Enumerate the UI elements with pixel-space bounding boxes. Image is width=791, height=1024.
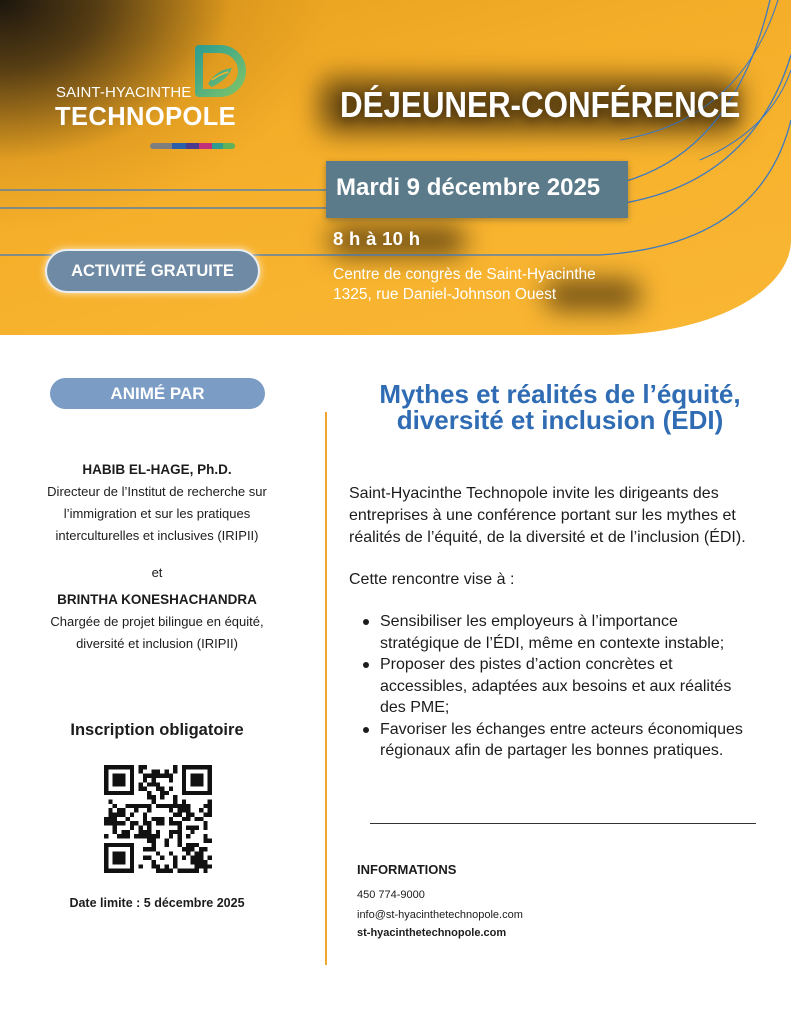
contact-website[interactable]: st-hyacinthetechnopole.com (357, 927, 507, 939)
logo-color-bar (150, 143, 235, 149)
host1-role-line: l’immigration et sur les pratiques (63, 506, 251, 521)
conference-title-line: diversité et inclusion (ÉDI) (396, 405, 724, 435)
list-item (362, 654, 752, 719)
host1-name: HABIB EL-HAGE, Ph.D. (82, 462, 232, 477)
event-title: DÉJEUNER-CONFÉRENCE (340, 84, 741, 125)
contact-phone: 450 774-9000 (357, 889, 425, 901)
event-date: Mardi 9 décembre 2025 (336, 174, 601, 201)
host-separator: et (151, 565, 163, 580)
contact-divider (370, 823, 756, 824)
list-item-text: Sensibiliser les employeurs à l’importance stratégique de l’ÉDI, même en contexte instable; (380, 613, 725, 652)
venue-name: Centre de congrès de Saint-Hyacinthe (333, 266, 596, 283)
event-time: 8 h à 10 h (333, 228, 421, 249)
contact-heading: INFORMATIONS (357, 862, 457, 877)
contact-email[interactable]: info@st-hyacinthetechnopole.com (357, 909, 523, 921)
host1-role (28, 481, 286, 547)
technopole-d-logo-icon (194, 44, 248, 98)
registration-deadline: Date limite : 5 décembre 2025 (69, 896, 245, 910)
conference-title (340, 381, 780, 433)
bullet-icon (363, 727, 369, 733)
date-box (326, 161, 628, 218)
objectives-list (362, 611, 757, 762)
header-banner (0, 0, 791, 335)
qr-code (104, 765, 212, 873)
logo-line-2: TECHNOPOLE (55, 103, 237, 131)
column-divider (325, 412, 327, 965)
host1-role-line: Directeur de l’Institut de recherche sur (47, 484, 267, 499)
bullet-icon (363, 619, 369, 625)
logo-line-1: SAINT-HYACINTHE (56, 84, 192, 101)
host2-role-line: Chargée de projet bilingue en équité, (50, 614, 264, 629)
registration-heading: Inscription obligatoire (70, 721, 244, 739)
hosts-heading: ANIMÉ PAR (110, 383, 205, 403)
objectives-lead: Cette rencontre vise à : (349, 571, 515, 588)
list-item (362, 719, 752, 762)
list-item-text: Favoriser les échanges entre acteurs économiques régionaux afin de partager les bonnes pratiques. (380, 720, 743, 759)
intro-paragraph: Saint-Hyacinthe Technopole invite les dirigeants des entreprises à une conférence portant sur les mythes et réalités de l’équité, de la diversité et de l’inclusion (ÉDI). (349, 485, 746, 546)
conference-title-line: Mythes et réalités de l’équité, (379, 379, 741, 409)
host2-name: BRINTHA KONESHACHANDRA (57, 592, 257, 607)
host1-role-line: interculturelles et inclusives (IRIPII) (55, 528, 259, 543)
free-activity-badge (45, 249, 260, 293)
host2-role-line: diversité et inclusion (IRIPII) (76, 636, 238, 651)
venue-address: 1325, rue Daniel-Johnson Ouest (333, 286, 557, 303)
host2-role (28, 611, 286, 655)
hosts-heading-pill (50, 378, 265, 409)
list-item (362, 611, 752, 654)
list-item-text: Proposer des pistes d’action concrètes et accessibles, adaptées aux besoins et aux réalités des PME; (380, 656, 732, 716)
badge-label: ACTIVITÉ GRATUITE (71, 261, 234, 280)
bullet-icon (363, 662, 369, 668)
